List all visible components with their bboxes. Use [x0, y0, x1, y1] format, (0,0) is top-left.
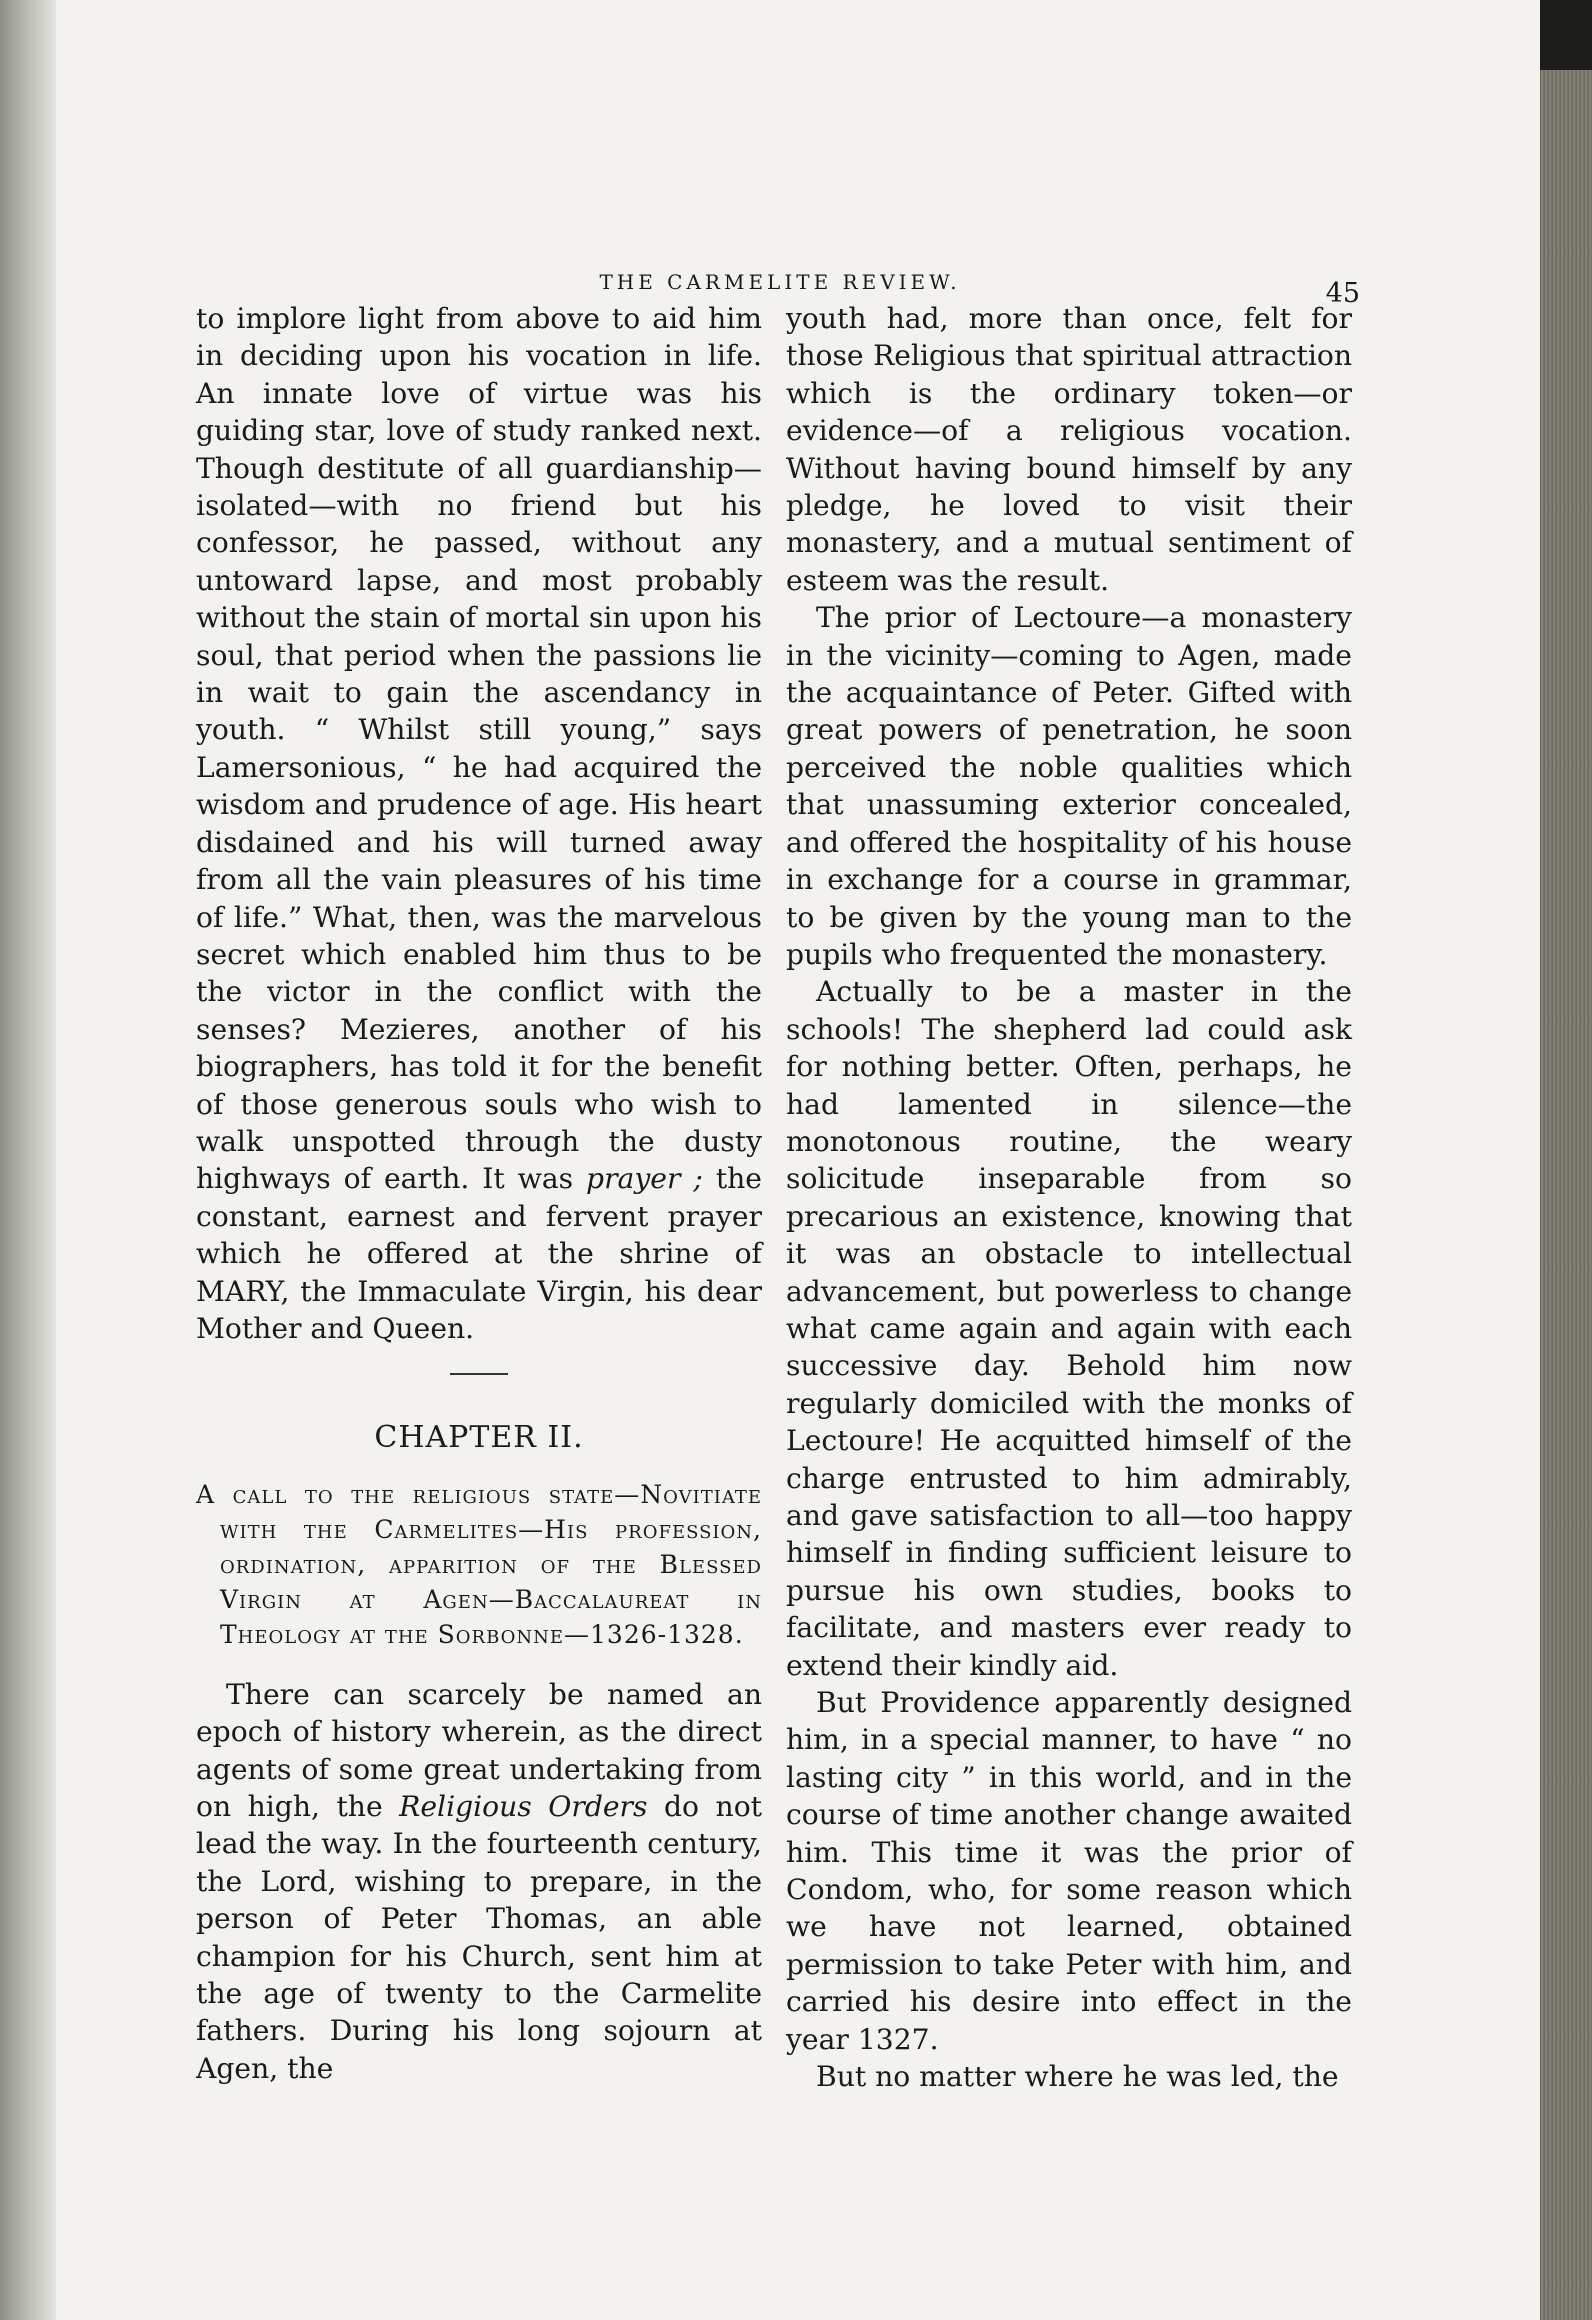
page-header — [200, 270, 1360, 309]
paragraph-vocation — [196, 300, 762, 1347]
italic-prayer: prayer ; — [586, 1162, 703, 1196]
book-cover-corner — [1540, 0, 1592, 70]
paragraph-providence: But Providence apparently designed him, in a special manner, to have “ no lasting city ” in this world, and in the course of time another change awaited him. This time it was the prior of Condom, who, for some reason which we have not learned, obtained permission to take Peter with him, and carried his desire into effect in the year 1327. — [786, 1686, 1352, 2056]
left-column — [196, 300, 762, 2087]
paragraph-continued: But no matter where he was led, the — [816, 2060, 1339, 2094]
paragraph-master-schools: Actually to be a master in the schools! The shepherd lad could ask for nothing better. Often, perhaps, he had lamented in silence—the monotonous routine, the weary solicitude inseparable from so precarious an existence, knowing that it was an obstacle to intellectual advancement, but powerless to change what came again and again with each successive day. Behold him now regularly domiciled with the monks of Lectoure! He acquitted himself of the charge entrusted to him admirably, and gave satisfaction to all—too happy himself in finding sufficient leisure to pursue his own studies, books to facilitate, and masters ever ready to extend their kindly aid. — [786, 975, 1352, 1682]
page-number: 45 — [1325, 278, 1360, 309]
paragraph-prior-lectoure: The prior of Lectoure—a monastery in the vicinity—coming to Agen, made the acquaintance of Peter. Gifted with great powers of penetration, he soon perceived the noble qualities which that unassuming exterior concealed, and offered the hospitality of his house in exchange for a course in grammar, to be given by the young man to the pupils who frequented the monastery. — [786, 601, 1352, 971]
running-head: THE CARMELITE REVIEW. — [599, 270, 961, 294]
book-page-edges — [1540, 70, 1592, 2320]
paragraph-youth: youth had, more than once, felt for those Religious that spiritual attraction which is the ordinary token—or evidence—of a religious vocation. Without having bound himself by any pledge, he loved to visit their monastery, and a mutual sentiment of esteem was the result. — [786, 302, 1352, 597]
section-divider — [450, 1373, 508, 1375]
italic-religious-orders: Religious Orders — [399, 1790, 648, 1823]
right-column — [786, 300, 1352, 2096]
book-gutter-shadow — [0, 0, 56, 2320]
paragraph-text: There can scarcely be named an epoch of history wherein, as the direct agents of some great undertaking from on high, the — [196, 1677, 762, 1823]
paragraph-religious-orders — [196, 1676, 762, 2087]
chapter-summary: A call to the religious state—Novitiate with the Carmelites—His profession, ordination, apparition of the Blessed Virgin at Agen—Baccalaureat in Theology at the Sorbonne—1326-1328. — [196, 1479, 762, 1649]
paragraph-text: the constant, earnest and fervent prayer which he offered at the shrine of MARY, the Immaculate Virgin, his dear Mother and Queen. — [196, 1162, 762, 1345]
chapter-title: CHAPTER II. — [374, 1420, 584, 1456]
paragraph-text: to implore light from above to aid him in deciding upon his vocation in life. An innate love of virtue was his guiding star, love of study ranked next. Though destitute of all guardianship—isolated—with no friend but his confessor, he passed, without any untoward lapse, and most probably without the stain of mortal sin upon his soul, that period when the passions lie in wait to gain the ascendancy in youth. “ Whilst still young,” says Lamersonious, “ he had acquired the wisdom and prudence of age. His heart disdained and his will turned away from all the vain pleasures of his time of life.” What, then, was the marvelous secret which enabled him thus to be the victor in the conflict with the senses? Mezieres, another of his biographers, has told it for the benefit of those generous souls who wish to walk unspotted through the dusty highways of earth. It was — [196, 302, 762, 1196]
paragraph-text: do not lead the way. In the fourteenth century, the Lord, wishing to prepare, in the person of Peter Thomas, an able champion for his Church, sent him at the age of twenty to the Carmelite fathers. During his long sojourn at Agen, the — [196, 1790, 762, 2085]
